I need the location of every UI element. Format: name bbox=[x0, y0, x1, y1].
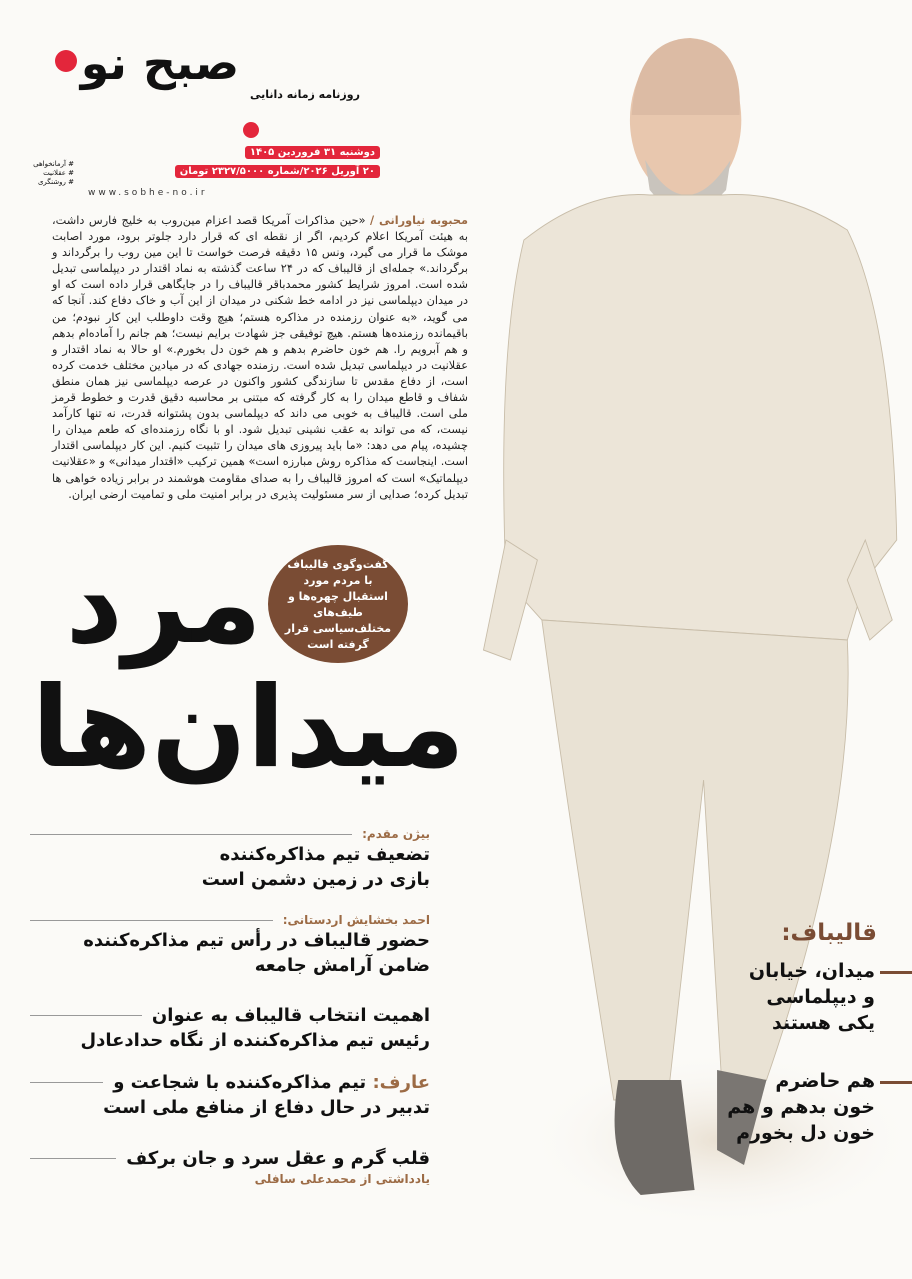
newspaper-logo: صبح نو bbox=[80, 36, 240, 90]
logo-red-dot bbox=[55, 50, 77, 72]
story[interactable] bbox=[30, 1003, 430, 1053]
headline-line-1: مرد bbox=[65, 539, 262, 669]
story-headline-line[interactable]: عارف: تیم مذاکره‌کننده با شجاعت و bbox=[113, 1072, 430, 1093]
story[interactable] bbox=[30, 1070, 430, 1120]
portrait-illustration bbox=[470, 20, 912, 1250]
headline-line-2: میدان‌ها bbox=[31, 663, 465, 793]
story-headline-line[interactable]: تدبیر در حال دفاع از منافع ملی است bbox=[103, 1097, 430, 1118]
story[interactable] bbox=[30, 826, 430, 892]
article-author: محبوبه نیاورانی / bbox=[370, 214, 468, 227]
tagline: روزنامه زمانه دانایی bbox=[250, 88, 360, 101]
hashtag: # روشنگری bbox=[37, 178, 74, 186]
quote-divider bbox=[880, 1081, 912, 1084]
divider bbox=[30, 1015, 142, 1016]
story-byline: احمد بخشایش اردستانی: bbox=[282, 913, 430, 927]
lead-article bbox=[52, 213, 468, 503]
date-line: دوشنبه ۳۱ فروردین ۱۴۰۵ bbox=[245, 146, 380, 159]
story-headline-line[interactable]: اهمیت انتخاب قالیباف به عنوان bbox=[151, 1005, 430, 1026]
story-headline-line[interactable]: حضور قالیباف در رأس تیم مذاکره‌کننده bbox=[83, 930, 430, 951]
quote: میدان، خیابان و دیپلماسی یکی هستند bbox=[748, 960, 875, 1034]
story-byline: بیژن مقدم: bbox=[362, 827, 430, 841]
story-headline-line[interactable]: رئیس تیم مذاکره‌کننده از نگاه حدادعادل bbox=[80, 1030, 430, 1051]
hashtag: # آرمانخواهی bbox=[33, 160, 74, 168]
quote-divider bbox=[880, 971, 912, 974]
story[interactable] bbox=[30, 912, 430, 978]
story-subtitle: یادداشتی از محمدعلی سافلی bbox=[254, 1172, 430, 1186]
story-headline-line[interactable]: بازی در زمین دشمن است bbox=[201, 869, 430, 890]
issue-line: ۲۰ آوریل ۲۰۲۶/شماره ۲۳۲۷/۵۰۰۰ تومان bbox=[175, 165, 380, 178]
article-text: «حین مذاکرات آمریکا قصد اعزام مین‌روب به خلیج فارس داشت، به هیئت آمریکا اعلام کردیم، اگر از نقطه ای که قرار دارد جلوتر برود، مورد اصابت موشک ما قرار می گیرد، ونس ۱۵ دقیقه فرصت خواست تا این مین روب را برگرداند و برگرداند.» جمله‌ای از قالیباف که در ۲۴ ساعت گذشته به نماد اقتدار در دیپلماسی تبدیل شده است. امروز شرایط کشور محمدباقر قالیباف را در جایگاهی قرار داده است که او در میدان دیپلماسی نیز در ادامه خط شکنی در میدان از این آب و خاک دفاع کند. آنجا که می گوید، «به عنوان رزمنده در مذاکره هستم؛ هیچ وقت داوطلب این کار نبودم؛ من باقیمانده رزمنده‌ها هستم. هیچ توفیقی جز شهادت برایم نیست؛ هم جانم را آماده‌ام بدهم و هم آبرویم را. هم خون حاضرم بدهم و هم خون دل بخورم.» او حالا به نماد اقتدار و عقلانیت در دیپلماسی تبدیل شده است. رزمنده جهادی که در میادین مختلف خدمت کرده است، از دفاع مقدس تا سازندگی کشور واکنون در عرصه دیپلماسی نیز همان منطق شفاف و قاطع میدان را به کار گرفته که مبتنی بر محاسبه دقیق قدرت و خطوط قرمز ملی است. قالیباف به خوبی می داند که دیپلماسی بدون پشتوانه قدرت، نه تنها کارآمد نیست، که می تواند به عقب نشینی تبدیل شود. او با نگاه رزمنده‌ای که طعم میدان را چشیده، پیام می دهد: «ما باید پیروزی های میدان را تثبیت کنیم. این کار دیپلماسی اقتدار است. اینجاست که مذاکره روش مبارزه است» همین ترکیب «اقتدار میدانی» و «عقلانیت دیپلماتیک» است که امروز قالیباف را به صدای مقاومت هوشمند در برابر زیاده خواهی ها تبدیل کرده؛ صدایی از سر مسئولیت پذیری در برابر امنیت ملی و تمامیت ارضی ایران. bbox=[52, 214, 469, 501]
quote: هم حاضرم خون بدهم و هم خون دل بخورم bbox=[727, 1070, 875, 1144]
divider bbox=[30, 1082, 103, 1083]
quote-speaker: قالیباف: bbox=[781, 920, 877, 946]
divider bbox=[30, 920, 273, 921]
logo-red-dot-2 bbox=[243, 122, 259, 138]
website-url[interactable]: www.sobhe-no.ir bbox=[88, 188, 208, 198]
callout-circle: گفت‌وگوی قالیباف با مردم مورد استقبال چهره‌ها و طیف‌های مختلف‌سیاسی قرار گرفته است bbox=[268, 545, 408, 663]
story-headline-line[interactable]: ضامن آرامش جامعه bbox=[254, 955, 430, 976]
divider bbox=[30, 834, 352, 835]
hashtag: # عقلانیت bbox=[43, 169, 74, 177]
story-headline-line[interactable]: قلب گرم و عقل سرد و جان برکف bbox=[126, 1148, 430, 1169]
story[interactable] bbox=[30, 1146, 430, 1187]
hashtags bbox=[22, 160, 74, 187]
story-headline-line[interactable]: تضعیف تیم مذاکره‌کننده bbox=[219, 844, 430, 865]
divider bbox=[30, 1158, 116, 1159]
